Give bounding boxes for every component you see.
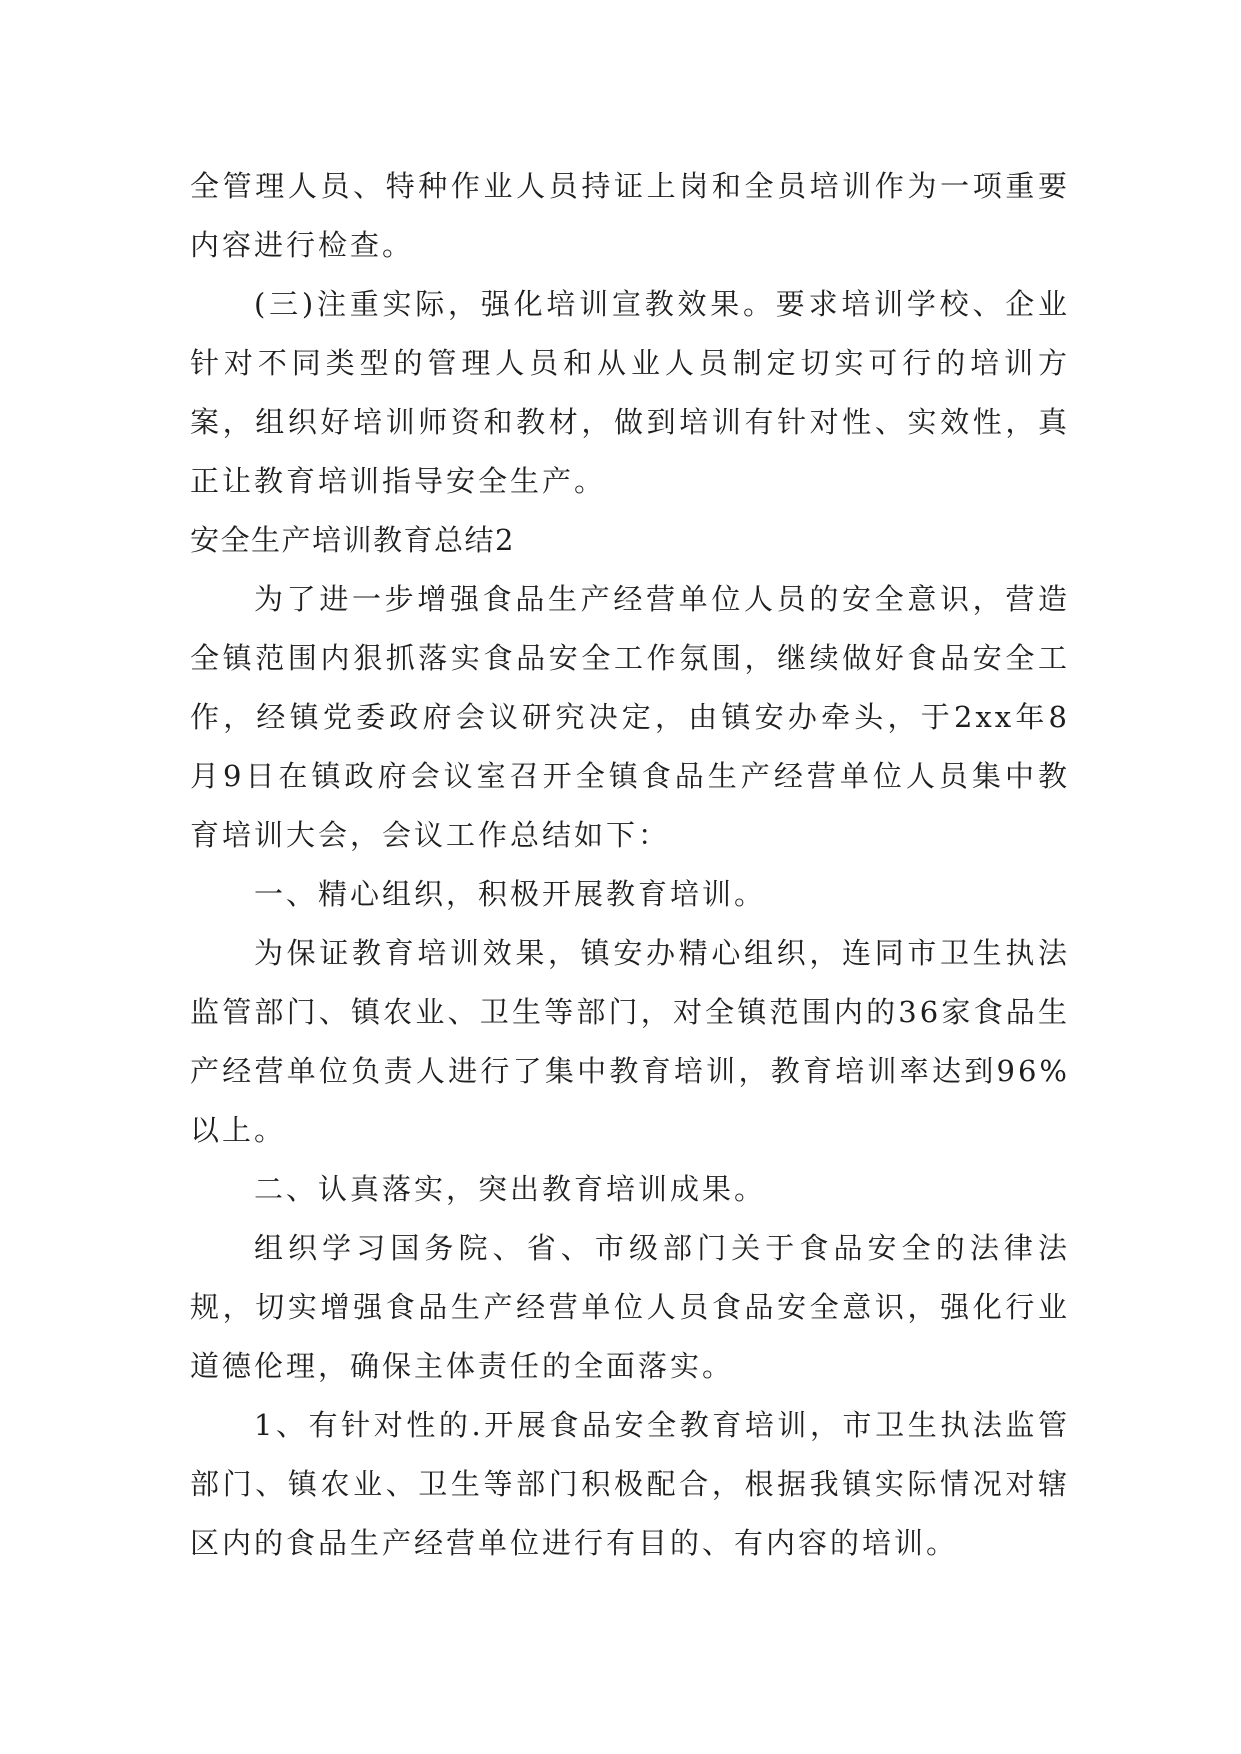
paragraph-point-one-body: 为保证教育培训效果，镇安办精心组织，连同市卫生执法监管部门、镇农业、卫生等部门，对全镇范围内的36家食品生产经营单位负责人进行了集中教育培训，教育培训率达到96%以上。 [190, 936, 1070, 1147]
paragraph-point-two-title: 二、认真落实，突出教育培训成果。 [254, 1172, 767, 1206]
document-body [190, 157, 1070, 1573]
section-heading: 安全生产培训教育总结2 [190, 523, 515, 557]
paragraph-point-two-body: 组织学习国务院、省、市级部门关于食品安全的法律法规，切实增强食品生产经营单位人员食品安全意识，强化行业道德伦理，确保主体责任的全面落实。 [190, 1231, 1070, 1383]
paragraph-continuation: 全管理人员、特种作业人员持证上岗和全员培训作为一项重要内容进行检查。 [190, 169, 1070, 262]
paragraph-section-three: (三)注重实际，强化培训宣教效果。要求培训学校、企业针对不同类型的管理人员和从业人员制定切实可行的培训方案，组织好培训师资和教材，做到培训有针对性、实效性，真正让教育培训指导安全生产。 [190, 287, 1070, 498]
paragraph-point-one-title: 一、精心组织，积极开展教育培训。 [254, 877, 767, 911]
paragraph-item-one: 1、有针对性的.开展食品安全教育培训，市卫生执法监管部门、镇农业、卫生等部门积极配合，根据我镇实际情况对辖区内的食品生产经营单位进行有目的、有内容的培训。 [190, 1408, 1070, 1560]
paragraph-intro: 为了进一步增强食品生产经营单位人员的安全意识，营造全镇范围内狠抓落实食品安全工作氛围，继续做好食品安全工作，经镇党委政府会议研究决定，由镇安办牵头，于2xx年8月9日在镇政府会议室召开全镇食品生产经营单位人员集中教育培训大会，会议工作总结如下： [190, 582, 1070, 852]
